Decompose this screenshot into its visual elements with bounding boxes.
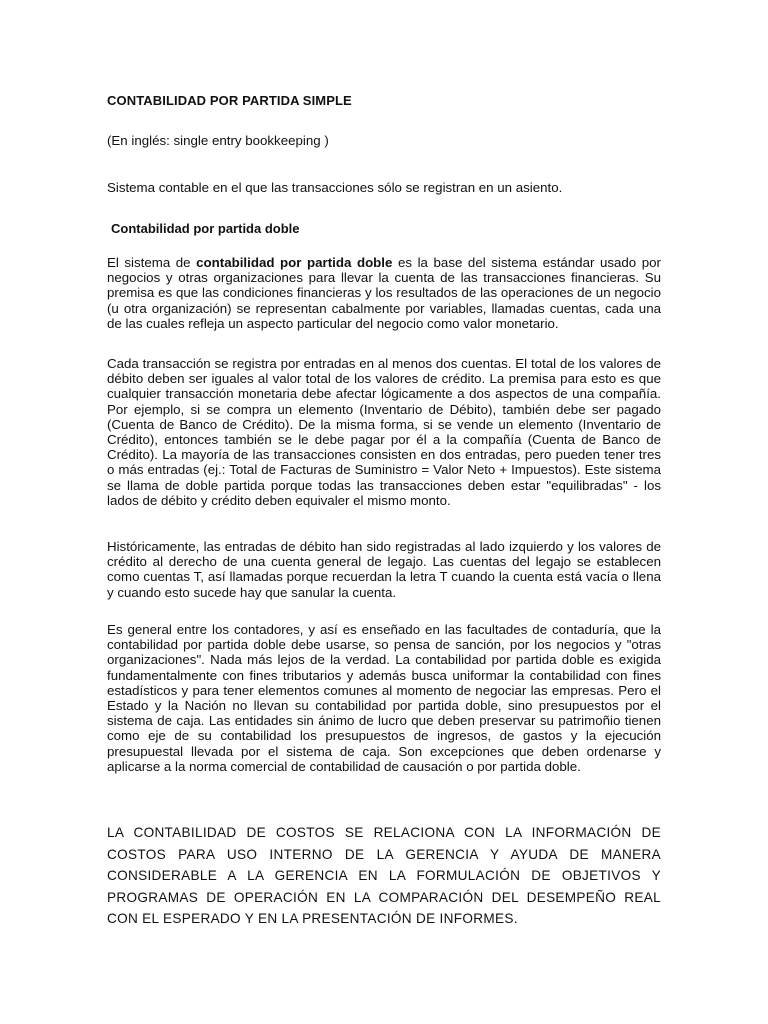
paragraph1-before: El sistema de xyxy=(107,255,197,270)
english-translation-note: (En inglés: single entry bookkeeping ) xyxy=(107,133,329,148)
section-subtitle: Contabilidad por partida doble xyxy=(111,221,300,236)
paragraph-history: Históricamente, las entradas de débito han sido registradas al lado izquierdo y los valores de crédito al derecho de una cuenta general de legajo. Las cuentas del legajo se establecen como cuentas T, así llamadas porque recuerdan la letra T cuando la cuenta está vacía o llena y cuando esto sucede hay que sanular la cuenta. xyxy=(107,539,661,600)
paragraph-accountants: Es general entre los contadores, y así es enseñado en las facultades de contaduría, que la contabilidad por partida doble debe usarse, so pensa de sanción, por los negocios y "otras organizaciones". Nada más lejos de la verdad. La contabilidad por partida doble es exigida fundamentalmente con fines tributarios y además busca uniformar la contabilidad con fines estadísticos y para tener elementos comunes al momento de negociar las empresas. Pero el Estado y la Nación no llevan su contabilidad por partida doble, sino presupuestos por el sistema de caja. Las entidades sin ánimo de lucro que deben preservar su patrimoñio tienen como eje de su contabilidad los presupuestos de ingresos, de gastos y la ejecución presupuestal llevada por el sistema de caja. Son excepciones que deben ordenarse y aplicarse a la norma comercial de contabilidad de causación o por partida doble. xyxy=(107,622,661,774)
paragraph-cost-accounting: LA CONTABILIDAD DE COSTOS SE RELACIONA CON LA INFORMACIÓN DE COSTOS PARA USO INTERNO DE LA GERENCIA Y AYUDA DE MANERA CONSIDERABLE A LA GERENCIA EN LA FORMULACIÓN DE OBJETIVOS Y PROGRAMAS DE OPERACIÓN EN LA COMPARACIÓN DEL DESEMPEÑO REAL CON EL ESPERADO Y EN LA PRESENTACIÓN DE INFORMES. xyxy=(107,825,661,926)
definition-text: Sistema contable en el que las transacciones sólo se registran en un asiento. xyxy=(107,180,563,195)
paragraph-double-entry-intro xyxy=(107,255,661,331)
document-title: CONTABILIDAD POR PARTIDA SIMPLE xyxy=(107,93,352,108)
paragraph1-after: es la base del sistema estándar usado por negocios y otras organizaciones para llevar la cuenta de las transacciones financieras. Su premisa es que las condiciones financieras y los resultados de las operaciones de un negocio (u otra organización) se representan cabalmente por variables, llamadas cuentas, cada una de las cuales refleja un aspecto particular del negocio como valor monetario. xyxy=(107,255,661,331)
paragraph1-bold-term: contabilidad por partida doble xyxy=(196,255,393,270)
paragraph-transactions: Cada transacción se registra por entradas en al menos dos cuentas. El total de los valores de débito deben ser iguales al valor total de los valores de crédito. La premisa para esto es que cualquier transacción monetaria debe afectar lógicamente a dos aspectos de una compañía. Por ejemplo, si se compra un elemento (Inventario de Débito), también debe ser pagado (Cuenta de Banco de Crédito). De la misma forma, si se vende un elemento (Inventario de Crédito), entonces también se le debe pagar por él a la compañía (Cuenta de Banco de Crédito). La mayoría de las transacciones consisten en dos entradas, pero pueden tener tres o más entradas (ej.: Total de Facturas de Suministro = Valor Neto + Impuestos). Este sistema se llama de doble partida porque todas las transacciones deben estar "equilibradas" - los lados de débito y crédito deben equivaler el mismo monto. xyxy=(107,356,661,508)
